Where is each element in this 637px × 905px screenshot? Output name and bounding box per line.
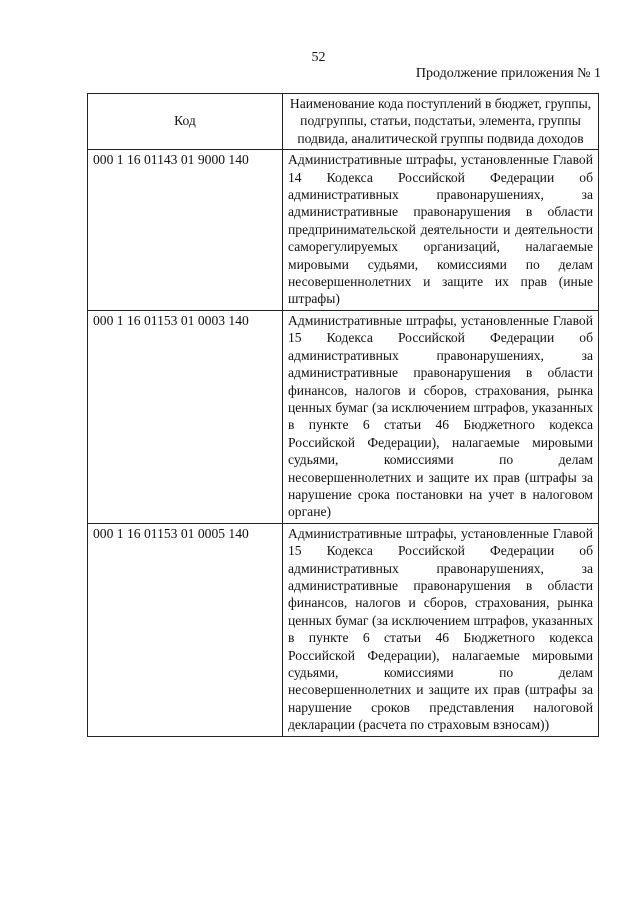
table-row [88, 310, 599, 523]
row-name: Административные штрафы, установленные Главой 15 Кодекса Российской Федерации об административных правонарушениях, за административные правонарушения в области финансов, налогов и сборов, страхования, рынка ценных бумаг (за исключением штрафов, указанных в пункте 6 статьи 46 Бюджетного кодекса Российской Федерации), налагаемые мировыми судьями, комиссиями по делам несовершеннолетних и защите их прав (штрафы за нарушение сроков представления налоговой декларации (расчета по страховым взносам)) [283, 523, 599, 736]
header-name: Наименование кода поступлений в бюджет, группы, подгруппы, статьи, подстатьи, элемента, группы подвида, аналитической группы подвида доходов [283, 94, 599, 150]
table-row [88, 150, 599, 311]
row-code: 000 1 16 01153 01 0005 140 [88, 523, 283, 736]
row-name: Административные штрафы, установленные Главой 15 Кодекса Российской Федерации об административных правонарушениях, за административные правонарушения в области финансов, налогов и сборов, страхования, рынка ценных бумаг (за исключением штрафов, указанных в пункте 6 статьи 46 Бюджетного кодекса Российской Федерации), налагаемые мировыми судьями, комиссиями по делам несовершеннолетних и защите их прав (штрафы за нарушение срока постановки на учет в налоговом органе) [283, 310, 599, 523]
revenue-codes-table [87, 93, 599, 737]
table-row [88, 523, 599, 736]
row-code: 000 1 16 01153 01 0003 140 [88, 310, 283, 523]
header-code: Код [88, 94, 283, 150]
row-code: 000 1 16 01143 01 9000 140 [88, 150, 283, 311]
table-header-row [88, 94, 599, 150]
continuation-note: Продолжение приложения № 1 [415, 66, 601, 81]
page-number: 52 [311, 50, 326, 65]
row-name: Административные штрафы, установленные Главой 14 Кодекса Российской Федерации об административных правонарушениях, за административные правонарушения в области предпринимательской деятельности и деятельности саморегулируемых организаций, налагаемые мировыми судьями, комиссиями по делам несовершеннолетних и защите их прав (иные штрафы) [283, 150, 599, 311]
